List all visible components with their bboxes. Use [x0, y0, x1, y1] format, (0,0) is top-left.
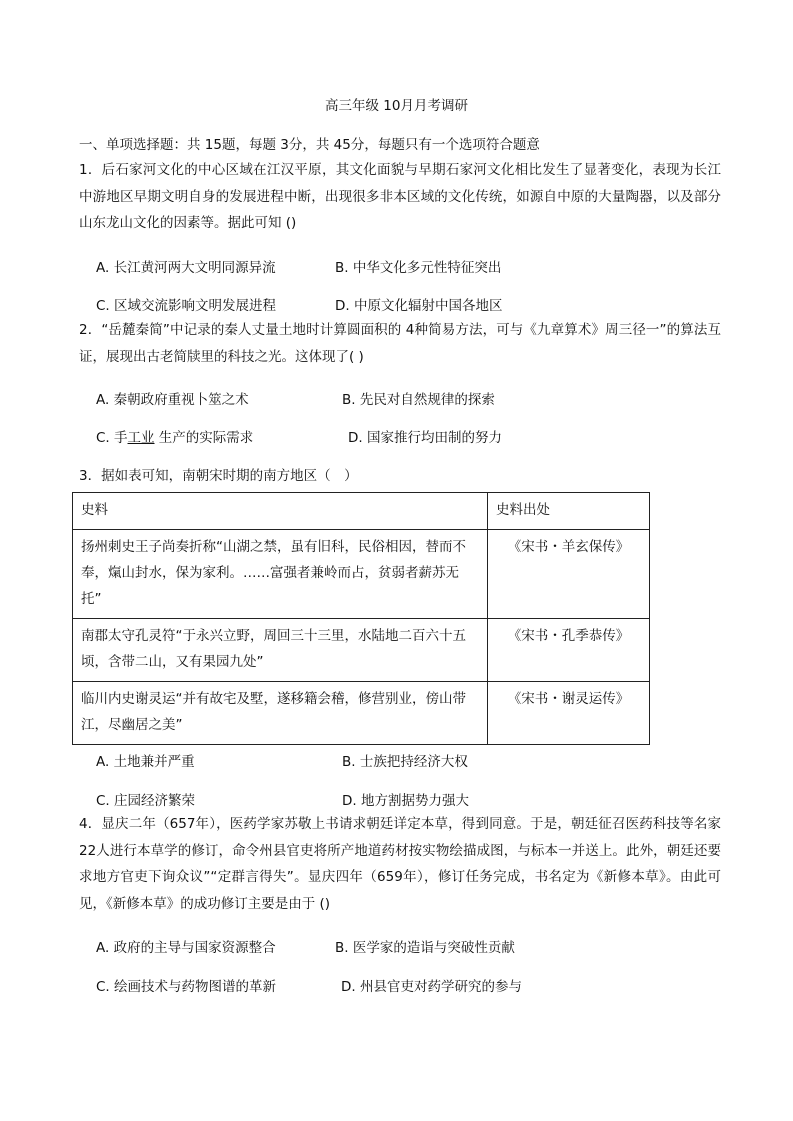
q1-option-a[interactable]: A. 长江黄河两大文明同源异流	[96, 260, 276, 276]
question-2-stem: 2．“岳麓秦简”中记录的秦人丈量土地时计算圆面积的 4种简易方法，可与《九章算术》周三径一”的算法互证，展现出古老简牍里的科技之光。这体现了( )	[79, 322, 721, 365]
q3-option-a[interactable]: A. 土地兼并严重	[96, 754, 195, 770]
table-cell-text: 扬州刺史王子尚奏折称“山湖之禁，虽有旧科，民俗相因，替而不奉，熂山封水，保为家利。……富强者兼岭而占，贫弱者薪苏无托”	[73, 530, 488, 619]
q4-option-a[interactable]: A. 政府的主导与国家资源整合	[96, 940, 276, 956]
q2-option-a[interactable]: A. 秦朝政府重视卜筮之术	[96, 392, 249, 408]
table-cell-text: 南郡太守孔灵符“于永兴立野，周回三十三里，水陆地二百六十五顷，含带二山，又有果园九处”	[73, 619, 488, 682]
q2-option-c-prefix: C. 手	[96, 430, 128, 446]
table-header-row	[73, 493, 650, 530]
q2-option-d[interactable]: D. 国家推行均田制的努力	[348, 430, 502, 446]
table-cell-text: 临川内史谢灵运“并有故宅及墅，遂移籍会稽，修营别业，傍山带江，尽幽居之美”	[73, 682, 488, 745]
section-heading: 一、单项选择题：共 15题，每题 3分，共 45分，每题只有一个选项符合题意	[79, 137, 540, 153]
q4-option-c[interactable]: C. 绘画技术与药物图谱的革新	[96, 979, 277, 995]
q3-option-d[interactable]: D. 地方割据势力强大	[342, 793, 469, 809]
table-cell-source: 《宋书・孔季恭传》	[488, 619, 650, 682]
page-title: 高三年级 10月月考调研	[325, 98, 468, 114]
q2-option-c-suffix: 生产的实际需求	[154, 430, 254, 446]
question-3-stem: 3．据如表可知，南朝宋时期的南方地区（ ）	[79, 468, 358, 484]
q4-option-b[interactable]: B. 医学家的造诣与突破性贡献	[335, 940, 515, 956]
q2-option-b[interactable]: B. 先民对自然规律的探索	[342, 392, 495, 408]
table-header-cell: 史料	[73, 493, 488, 530]
q3-option-c[interactable]: C. 庄园经济繁荣	[96, 793, 196, 809]
q3-option-b[interactable]: B. 士族把持经济大权	[342, 754, 468, 770]
q4-option-d[interactable]: D. 州县官吏对药学研究的参与	[341, 979, 522, 995]
q1-option-d[interactable]: D. 中原文化辐射中国各地区	[335, 298, 503, 314]
q2-option-c-underlined: 工业	[127, 430, 155, 446]
source-table	[72, 492, 650, 745]
table-header-cell: 史料出处	[488, 493, 650, 530]
q2-option-c[interactable]	[96, 426, 253, 446]
q1-option-c[interactable]: C. 区域交流影响文明发展进程	[96, 298, 277, 314]
table-cell-source: 《宋书・羊玄保传》	[488, 530, 650, 619]
question-4-stem: 4．显庆二年（657年），医药学家苏敬上书请求朝廷详定本草，得到同意。于是，朝廷征召医药科技等名家 22人进行本草学的修订，命令州县官吏将所产地道药材按实物绘描成图，与标本一并送上。此外，朝廷还要求地方官吏下询众议”“定群言得失”。显庆四年（659年），修订任务完成，书名定为《新修本草》。由此可见，《新修本草》的成功修订主要是由于 ()	[79, 816, 721, 912]
table-cell-source: 《宋书・谢灵运传》	[488, 682, 650, 745]
table-row	[73, 619, 650, 682]
q1-option-b[interactable]: B. 中华文化多元性特征突出	[335, 260, 502, 276]
table-row	[73, 530, 650, 619]
table-row	[73, 682, 650, 745]
question-1-stem: 1．后石家河文化的中心区域在江汉平原，其文化面貌与早期石家河文化相比发生了显著变化，表现为长江中游地区早期文明自身的发展进程中断，出现很多非本区域的文化传统，如源自中原的大量陶器，以及部分山东龙山文化的因素等。据此可知 ()	[79, 162, 721, 231]
